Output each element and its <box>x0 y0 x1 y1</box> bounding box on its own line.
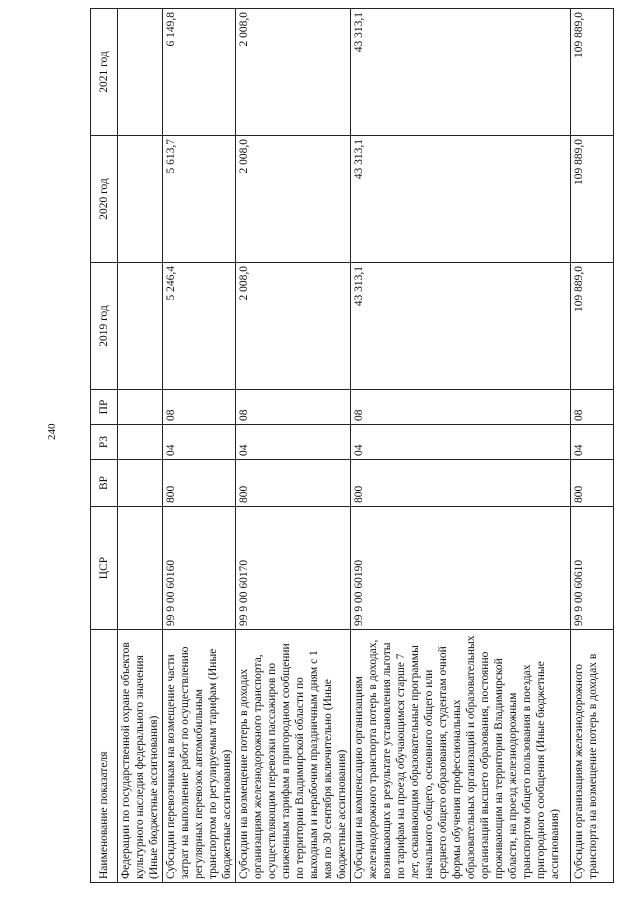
cell-2020: 2 008,0 <box>236 136 351 263</box>
cell-vr: 800 <box>163 460 236 507</box>
table-row <box>118 9 163 883</box>
rotated-table-wrapper <box>90 12 620 883</box>
table-header-row <box>91 9 118 883</box>
cell-csr: 99 9 00 60610 <box>571 507 614 630</box>
header-csr: ЦСР <box>91 507 118 630</box>
cell-csr: 99 9 00 60160 <box>163 507 236 630</box>
cell-2019: 2 008,0 <box>236 263 351 390</box>
cell-2021: 43 313,1 <box>351 9 571 136</box>
header-2021: 2021 год <box>91 9 118 136</box>
cell-name: Субсидии организациям железнодорожного транспорта на возмещение потерь в доходах в <box>571 630 614 883</box>
cell-2019: 109 889,0 <box>571 263 614 390</box>
table-row <box>571 9 614 883</box>
cell-2020: 109 889,0 <box>571 136 614 263</box>
cell-name: Федерации по государственной охране объектов культурного наследия федерального значения (Иные бюджетные ассигнования) <box>118 630 163 883</box>
cell-pr: 08 <box>236 390 351 425</box>
cell-name: Субсидии перевозчикам на возмещение части затрат на выполнение работ по осуществлению регулярных перевозок автомобильным транспортом по регулируемым тарифам (Иные бюджетные ассигнования) <box>163 630 236 883</box>
cell-csr: 99 9 00 60170 <box>236 507 351 630</box>
header-vr: ВР <box>91 460 118 507</box>
table-row <box>163 9 236 883</box>
header-2019: 2019 год <box>91 263 118 390</box>
header-pr: ПР <box>91 390 118 425</box>
cell-2021: 2 008,0 <box>236 9 351 136</box>
cell-name: Субсидии на возмещение потерь в доходах организациям железнодорожного транспорта, осуществляющим перевозки пассажиров по сниженным тарифам в пригородном сообщении по территории Владимирской области по выходным и нерабочим праздничным дням с 1 мая по 30 сентября включительно (Иные бюджетные ассигнования) <box>236 630 351 883</box>
cell-2020: 5 613,7 <box>163 136 236 263</box>
cell-2021: 109 889,0 <box>571 9 614 136</box>
table-row <box>236 9 351 883</box>
cell-rz: 04 <box>351 425 571 460</box>
header-rz: РЗ <box>91 425 118 460</box>
cell-rz: 04 <box>236 425 351 460</box>
cell-csr: 99 9 00 60190 <box>351 507 571 630</box>
cell-vr: 800 <box>571 460 614 507</box>
cell-pr: 08 <box>351 390 571 425</box>
cell-pr: 08 <box>571 390 614 425</box>
header-name: Наименование показателя <box>91 630 118 883</box>
cell-vr: 800 <box>351 460 571 507</box>
cell-rz: 04 <box>163 425 236 460</box>
cell-rz: 04 <box>571 425 614 460</box>
page-number: 240 <box>46 423 58 440</box>
budget-table <box>90 8 614 883</box>
cell-2019: 5 246,4 <box>163 263 236 390</box>
table-row <box>351 9 571 883</box>
cell-2021: 6 149,8 <box>163 9 236 136</box>
cell-pr: 08 <box>163 390 236 425</box>
cell-2020: 43 313,1 <box>351 136 571 263</box>
cell-name: Субсидии на компенсацию организациям железнодорожного транспорта потерь в доходах, возникающих в результате установления льготы по тарифам на проезд обучающимся старше 7 лет, осваивающим образовательные программы начального общего, основного общего или среднего общего образования, студентам очной формы обучения профессиональных образовательных организаций и образовательных организаций высшего образования, постоянно проживающим на территории Владимирской области, на проезд железнодорожным транспортом общего пользования в поездах пригородного сообщения (Иные бюджетные ассигнования) <box>351 630 571 883</box>
cell-2019: 43 313,1 <box>351 263 571 390</box>
header-2020: 2020 год <box>91 136 118 263</box>
cell-vr: 800 <box>236 460 351 507</box>
